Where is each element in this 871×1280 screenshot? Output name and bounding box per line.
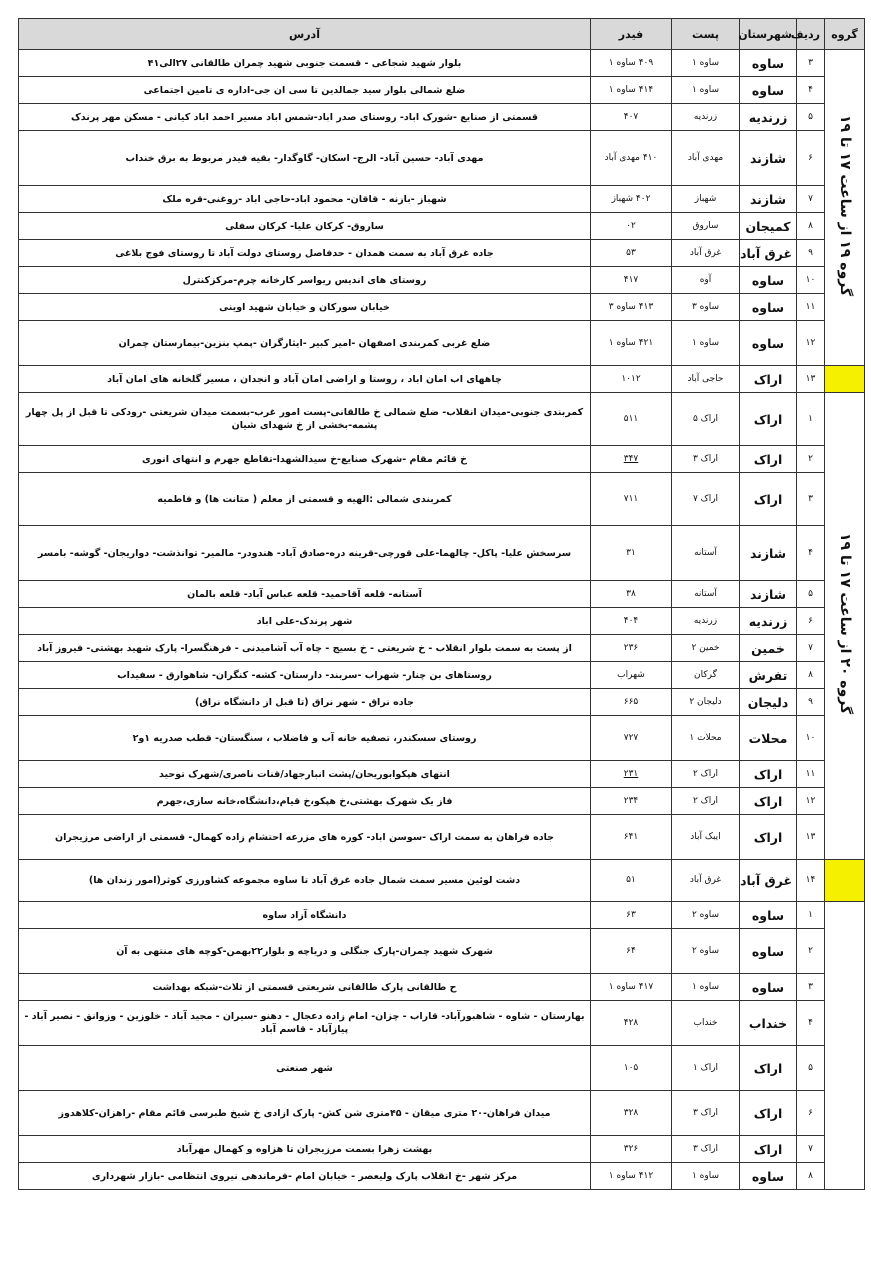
table-row — [19, 213, 865, 240]
table-row — [19, 321, 865, 366]
header-group: گروه — [825, 19, 865, 50]
feeder-cell: ۶۴ — [591, 929, 672, 974]
post-cell: حاجی آباد — [672, 366, 740, 393]
radif-cell: ۳ — [797, 50, 825, 77]
post-cell: ساوه ۳ — [672, 294, 740, 321]
feeder-cell: ۳۲۶ — [591, 1136, 672, 1163]
address-cell: بهارستان - شاوه - شاهبورآباد- قاراب - چزان- امام زاده دعجال - دهنو -سیران - مجید آباد - خلوزین - وزوانق - نصیر آباد - پیازآباد - قاسم آباد — [19, 1001, 591, 1046]
radif-cell: ۵ — [797, 581, 825, 608]
group-19-label — [825, 50, 865, 366]
city-cell: اراک — [740, 446, 797, 473]
group-20-label — [825, 393, 865, 860]
feeder-cell: ۵۳ — [591, 240, 672, 267]
feeder-cell: ۴۱۷ — [591, 267, 672, 294]
address-cell: انتهای هپکوابوریحان/پشت انبارجهاد/قنات ناصری/شهرک توحید — [19, 761, 591, 788]
address-cell: ح طالقانی پارک طالقانی شریعتی قسمتی از ثلاث-شبکه بهداشت — [19, 974, 591, 1001]
radif-cell: ۱۳ — [797, 366, 825, 393]
header-feeder: فیدر — [591, 19, 672, 50]
address-cell: میدان فراهان-۲۰ متری میقان - ۴۵متری شن کش- پارک ازادی خ شیخ طبرسی قائم مقام -راهزان-کلاهدوز — [19, 1091, 591, 1136]
post-cell: اراک ۱ — [672, 1046, 740, 1091]
address-cell: روستای سسکندر، تصفیه خانه آب و فاضلاب ، سنگستان- قطب صدریه ۱و۲ — [19, 716, 591, 761]
city-cell: شازند — [740, 131, 797, 186]
table-row — [19, 446, 865, 473]
post-cell: خنداب — [672, 1001, 740, 1046]
post-cell: اراک ۳ — [672, 446, 740, 473]
radif-cell: ۴ — [797, 77, 825, 104]
feeder-cell: ۴۱۴ ساوه ۱ — [591, 77, 672, 104]
post-cell: ساروق — [672, 213, 740, 240]
city-cell: اراک — [740, 788, 797, 815]
header-address: آدرس — [19, 19, 591, 50]
feeder-cell: ۳۸ — [591, 581, 672, 608]
post-cell: مهدی آباد — [672, 131, 740, 186]
city-cell: اراک — [740, 473, 797, 526]
radif-cell: ۸ — [797, 1163, 825, 1190]
feeder-cell: ۶۴۱ — [591, 815, 672, 860]
feeder-cell: ۳۲۸ — [591, 1091, 672, 1136]
address-cell: فاز یک شهرک بهشتی،خ هپکو،خ قیام،دانشگاه،خانه سازی،جهرم — [19, 788, 591, 815]
address-cell: بلوار شهید شجاعی - قسمت جنوبی شهید چمران طالقانی ۲۷الی۴۱ — [19, 50, 591, 77]
feeder-cell: ۳۱ — [591, 526, 672, 581]
header-radif: ردیف — [797, 19, 825, 50]
post-cell: ساوه ۱ — [672, 974, 740, 1001]
radif-cell: ۱۲ — [797, 321, 825, 366]
city-cell: زرندیه — [740, 104, 797, 131]
radif-cell: ۱۰ — [797, 716, 825, 761]
post-cell: ساوه ۱ — [672, 77, 740, 104]
address-cell: جاده نراق - شهر نراق (تا قبل از دانشگاه نراق) — [19, 689, 591, 716]
table-row — [19, 929, 865, 974]
feeder-cell: ۴۰۷ — [591, 104, 672, 131]
radif-cell: ۵ — [797, 1046, 825, 1091]
address-cell: خ قائم مقام -شهرک صنایع-خ سیدالشهدا-تقاطع جهرم و انتهای انوری — [19, 446, 591, 473]
post-cell: ساوه ۲ — [672, 929, 740, 974]
table-row — [19, 1163, 865, 1190]
city-cell: ساوه — [740, 267, 797, 294]
table-row — [19, 761, 865, 788]
address-cell: مهدی آباد- حسین آباد- الرج- اسکان- گاوگدار- بقیه فیدر مربوط به برق خنداب — [19, 131, 591, 186]
city-cell: تفرش — [740, 662, 797, 689]
city-cell: ساوه — [740, 974, 797, 1001]
table-row — [19, 131, 865, 186]
table-row — [19, 186, 865, 213]
address-cell: ضلع غربی کمربندی اصفهان -امیر کبیر -ایثارگران -پمپ بنزین-بیمارستان چمران — [19, 321, 591, 366]
radif-cell: ۱۱ — [797, 294, 825, 321]
post-cell: اراک ۷ — [672, 473, 740, 526]
radif-cell: ۴ — [797, 1001, 825, 1046]
post-cell: خمین ۲ — [672, 635, 740, 662]
table-row — [19, 393, 865, 446]
city-cell: ساوه — [740, 294, 797, 321]
city-cell: خنداب — [740, 1001, 797, 1046]
address-cell: آستانه- قلعه آقاحمید- قلعه عباس آباد- قلعه بالمان — [19, 581, 591, 608]
radif-cell: ۶ — [797, 608, 825, 635]
group-19-highlight — [825, 366, 865, 393]
radif-cell: ۲ — [797, 929, 825, 974]
radif-cell: ۹ — [797, 689, 825, 716]
address-cell: بهشت زهرا بسمت مرزیجران تا هزاوه و کهمال مهرآباد — [19, 1136, 591, 1163]
city-cell: خمین — [740, 635, 797, 662]
city-cell: ساوه — [740, 1163, 797, 1190]
table-row — [19, 240, 865, 267]
city-cell: ساوه — [740, 902, 797, 929]
post-cell: اراک ۳ — [672, 1136, 740, 1163]
post-cell: محلات ۱ — [672, 716, 740, 761]
table-row — [19, 1136, 865, 1163]
table-row — [19, 716, 865, 761]
post-cell: گرکان — [672, 662, 740, 689]
table-row — [19, 1001, 865, 1046]
radif-cell: ۱۲ — [797, 788, 825, 815]
post-cell: غرق آباد — [672, 860, 740, 902]
address-cell: چاههای اب امان اباد ، روستا و اراضی امان آباد و انجدان ، مسیر گلخانه های امان آباد — [19, 366, 591, 393]
table-row — [19, 635, 865, 662]
post-cell: آستانه — [672, 526, 740, 581]
post-cell: ساوه ۱ — [672, 50, 740, 77]
address-cell: مرکز شهر -خ انقلاب پارک ولیعصر - خیابان امام -فرماندهی نیروی انتظامی -بازار شهرداری — [19, 1163, 591, 1190]
table-row — [19, 50, 865, 77]
feeder-cell: ۲۳۱ — [591, 761, 672, 788]
post-cell: اراک ۲ — [672, 761, 740, 788]
city-cell: محلات — [740, 716, 797, 761]
feeder-cell: ۴۰۹ ساوه ۱ — [591, 50, 672, 77]
group-label: گروه ۱۹ از ساعت ۱۷ تا ۱۹ — [837, 114, 853, 297]
radif-cell: ۱۱ — [797, 761, 825, 788]
city-cell: شازند — [740, 526, 797, 581]
feeder-cell: ۲۳۶ — [591, 635, 672, 662]
feeder-cell: ۱۰۵ — [591, 1046, 672, 1091]
feeder-cell: ۴۱۲ ساوه ۱ — [591, 1163, 672, 1190]
city-cell: ساوه — [740, 321, 797, 366]
post-cell: اراک ۲ — [672, 788, 740, 815]
city-cell: دلیجان — [740, 689, 797, 716]
address-cell: دانشگاه آزاد ساوه — [19, 902, 591, 929]
radif-cell: ۷ — [797, 186, 825, 213]
table-row — [19, 788, 865, 815]
table-row — [19, 974, 865, 1001]
table-row — [19, 267, 865, 294]
address-cell: کمربندی جنوبی-میدان انقلاب- ضلع شمالی خ طالقانی-پست امور غرب-بسمت میدان شریعتی -رودکی تا قبل از پل چهار پشمه-بخشی از خ شهدای شیان — [19, 393, 591, 446]
table-row — [19, 608, 865, 635]
feeder-cell: ۴۲۸ — [591, 1001, 672, 1046]
address-cell: روستاهای بن چنار- شهراب -سربند- دارستان- کشه- کنگران- شاهوارق - سفیداب — [19, 662, 591, 689]
radif-cell: ۶ — [797, 1091, 825, 1136]
address-cell: جاده غرق آباد به سمت همدان - حدفاصل روستای دولت آباد تا روستای فوج بلاغی — [19, 240, 591, 267]
radif-cell: ۶ — [797, 131, 825, 186]
table-row — [19, 77, 865, 104]
radif-cell: ۱ — [797, 393, 825, 446]
city-cell: اراک — [740, 1091, 797, 1136]
city-cell: کمیجان — [740, 213, 797, 240]
feeder-cell: شهراب — [591, 662, 672, 689]
city-cell: اراک — [740, 366, 797, 393]
feeder-cell: ۴۰۴ — [591, 608, 672, 635]
group-20-highlight — [825, 860, 865, 902]
city-cell: غرق آباد — [740, 860, 797, 902]
feeder-cell: ۳۴۷ — [591, 446, 672, 473]
radif-cell: ۷ — [797, 1136, 825, 1163]
post-cell: غرق آباد — [672, 240, 740, 267]
radif-cell: ۸ — [797, 213, 825, 240]
address-cell: جاده فراهان به سمت اراک -سوسن اباد- کوره های مزرعه احتشام زاده کهمال- قسمتی از اراضی مرزیجران — [19, 815, 591, 860]
feeder-cell: ۱۰۱۲ — [591, 366, 672, 393]
feeder-cell: ۰۲ — [591, 213, 672, 240]
address-cell: شهر پرندک-علی اباد — [19, 608, 591, 635]
post-cell: زرندیه — [672, 104, 740, 131]
post-cell: اراک ۵ — [672, 393, 740, 446]
feeder-cell: ۵۱ — [591, 860, 672, 902]
feeder-cell: ۴۲۱ ساوه ۱ — [591, 321, 672, 366]
post-cell: ساوه ۱ — [672, 1163, 740, 1190]
outage-schedule-table — [18, 18, 865, 1190]
city-cell: غرق آباد — [740, 240, 797, 267]
city-cell: اراک — [740, 1136, 797, 1163]
feeder-cell: ۶۶۵ — [591, 689, 672, 716]
address-cell: ساروق- کرکان علیا- کرکان سفلی — [19, 213, 591, 240]
table-row — [19, 581, 865, 608]
radif-cell: ۸ — [797, 662, 825, 689]
table-row — [19, 104, 865, 131]
feeder-cell: ۷۱۱ — [591, 473, 672, 526]
table-row — [19, 366, 865, 393]
post-cell: ساوه ۲ — [672, 902, 740, 929]
address-cell: کمربندی شمالی :الهیه و قسمتی از معلم ( متانت ها) و فاطمیه — [19, 473, 591, 526]
address-cell: شهر صنعتی — [19, 1046, 591, 1091]
city-cell: اراک — [740, 1046, 797, 1091]
post-cell: دلیجان ۲ — [672, 689, 740, 716]
radif-cell: ۱ — [797, 902, 825, 929]
header-city: شهرستان — [740, 19, 797, 50]
post-cell: اراک ۳ — [672, 1091, 740, 1136]
radif-cell: ۴ — [797, 526, 825, 581]
table-row — [19, 860, 865, 902]
city-cell: ساوه — [740, 929, 797, 974]
radif-cell: ۳ — [797, 974, 825, 1001]
address-cell: خیابان سورکان و خیابان شهید اوینی — [19, 294, 591, 321]
group-label: گروه ۲۰ از ساعت ۱۷ تا ۱۹ — [837, 533, 853, 715]
table-row — [19, 815, 865, 860]
address-cell: شهرک شهید چمران-پارک جنگلی و دریاچه و بلوار۲۲بهمن-کوچه های منتهی به آن — [19, 929, 591, 974]
table-row — [19, 902, 865, 929]
city-cell: اراک — [740, 815, 797, 860]
group-21-cell — [825, 902, 865, 1190]
city-cell: اراک — [740, 761, 797, 788]
table-row — [19, 1091, 865, 1136]
radif-cell: ۲ — [797, 446, 825, 473]
schedule-sheet — [18, 18, 864, 1276]
city-cell: ساوه — [740, 77, 797, 104]
table-row — [19, 473, 865, 526]
post-cell: آستانه — [672, 581, 740, 608]
post-cell: شهباز — [672, 186, 740, 213]
table-row — [19, 526, 865, 581]
city-cell: شازند — [740, 186, 797, 213]
header-post: پست — [672, 19, 740, 50]
post-cell: ساوه ۱ — [672, 321, 740, 366]
feeder-cell: ۵۱۱ — [591, 393, 672, 446]
feeder-cell: ۴۱۷ ساوه ۱ — [591, 974, 672, 1001]
address-cell: ضلع شمالی بلوار سید جمالدین تا سی ان جی-اداره ی تامین اجتماعی — [19, 77, 591, 104]
city-cell: زرندیه — [740, 608, 797, 635]
address-cell: از پست به سمت بلوار انقلاب - خ شریعتی - خ بسیج - چاه آب آشامیدنی - فرهنگسرا- پارک شهید بهشتی- فیروز آباد — [19, 635, 591, 662]
post-cell: ایبک آباد — [672, 815, 740, 860]
city-cell: شازند — [740, 581, 797, 608]
post-cell: زرندیه — [672, 608, 740, 635]
radif-cell: ۱۳ — [797, 815, 825, 860]
post-cell: آوه — [672, 267, 740, 294]
radif-cell: ۳ — [797, 473, 825, 526]
address-cell: روستای های اندیس ریواسر کارخانه چرم-مرکزکنترل — [19, 267, 591, 294]
address-cell: سرسخش علیا- پاکل- چالهما-علی قورچی-قرینه دره-صادق آباد- هندودر- مالمیر- توانذشت- دواریجان- گوشه- بامسر — [19, 526, 591, 581]
feeder-cell: ۴۱۰ مهدی آباد — [591, 131, 672, 186]
city-cell: اراک — [740, 393, 797, 446]
address-cell: قسمتی از صنایع -شورک اباد- روستای صدر اباد-شمس اباد مسیر احمد اباد کیانی - مسکن مهر پرندک — [19, 104, 591, 131]
feeder-cell: ۴۰۲ شهباز — [591, 186, 672, 213]
radif-cell: ۹ — [797, 240, 825, 267]
header-row — [19, 19, 865, 50]
table-row — [19, 662, 865, 689]
address-cell: شهباز -بازنه - قاقان- محمود اباد-حاجی اباد -روغنی-قره ملک — [19, 186, 591, 213]
feeder-cell: ۴۱۳ ساوه ۳ — [591, 294, 672, 321]
radif-cell: ۱۴ — [797, 860, 825, 902]
feeder-cell: ۲۳۴ — [591, 788, 672, 815]
address-cell: دشت لوئین مسیر سمت شمال جاده غرق آباد تا ساوه مجموعه کشاورزی کوثر(امور زندان ها) — [19, 860, 591, 902]
radif-cell: ۱۰ — [797, 267, 825, 294]
table-row — [19, 1046, 865, 1091]
table-row — [19, 689, 865, 716]
feeder-cell: ۶۳ — [591, 902, 672, 929]
radif-cell: ۵ — [797, 104, 825, 131]
feeder-cell: ۷۲۷ — [591, 716, 672, 761]
city-cell: ساوه — [740, 50, 797, 77]
table-row — [19, 294, 865, 321]
radif-cell: ۷ — [797, 635, 825, 662]
